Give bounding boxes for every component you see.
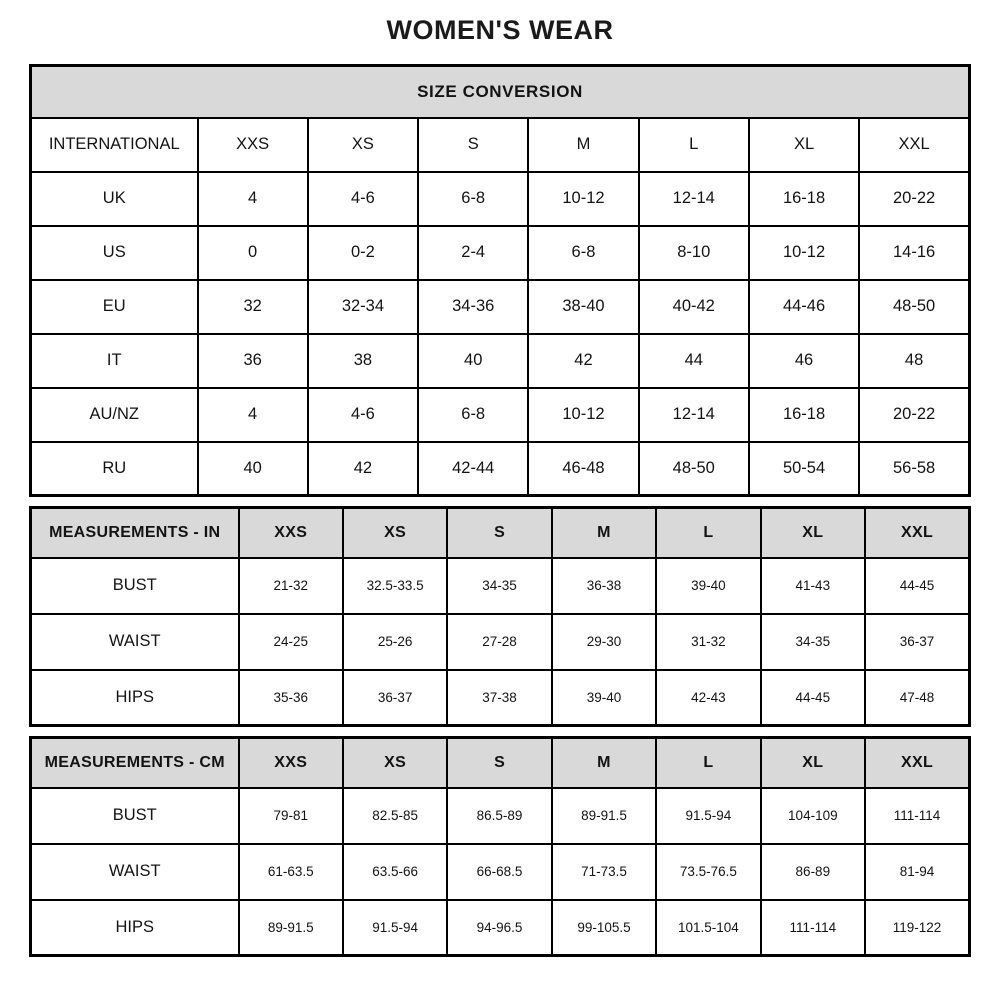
measurements-in-table [29, 506, 971, 727]
cell: 6-8 [418, 388, 528, 442]
column-header-xxl: XXL [865, 508, 969, 558]
cell: 44-45 [761, 670, 865, 726]
row-label-it: IT [31, 334, 198, 388]
cell: 82.5-85 [343, 788, 447, 844]
cell: 34-36 [418, 280, 528, 334]
table-row [31, 788, 970, 844]
cell: 39-40 [656, 558, 760, 614]
cell: 56-58 [859, 442, 969, 496]
cell: 47-48 [865, 670, 969, 726]
cell: 44-45 [865, 558, 969, 614]
cell: 4 [198, 172, 308, 226]
cell: 36-37 [865, 614, 969, 670]
cell: 89-91.5 [239, 900, 343, 956]
cell: 6-8 [418, 172, 528, 226]
cell: 16-18 [749, 388, 859, 442]
row-label-hips: HIPS [31, 900, 239, 956]
column-header-m: M [552, 508, 656, 558]
column-header-s: S [447, 738, 551, 788]
cell: 36-38 [552, 558, 656, 614]
cell: 2-4 [418, 226, 528, 280]
cell: 38-40 [528, 280, 638, 334]
cell: 73.5-76.5 [656, 844, 760, 900]
cell: 6-8 [528, 226, 638, 280]
cell: 20-22 [859, 388, 969, 442]
column-header-xxs: XXS [239, 738, 343, 788]
column-header-m: M [552, 738, 656, 788]
column-header-l: L [656, 738, 760, 788]
column-header-xxl: XXL [859, 118, 969, 172]
cell: 39-40 [552, 670, 656, 726]
cell: 29-30 [552, 614, 656, 670]
column-header-m: M [528, 118, 638, 172]
column-header-xxl: XXL [865, 738, 969, 788]
cell: 36-37 [343, 670, 447, 726]
cell: 61-63.5 [239, 844, 343, 900]
row-label-waist: WAIST [31, 844, 239, 900]
column-header-l: L [656, 508, 760, 558]
cell: 37-38 [447, 670, 551, 726]
cell: 48-50 [859, 280, 969, 334]
cell: 44 [639, 334, 749, 388]
cell: 48-50 [639, 442, 749, 496]
cell: 79-81 [239, 788, 343, 844]
cell: 14-16 [859, 226, 969, 280]
table-row [31, 226, 970, 280]
cell: 4-6 [308, 172, 418, 226]
table-row [31, 442, 970, 496]
cell: 66-68.5 [447, 844, 551, 900]
column-header-l: L [639, 118, 749, 172]
table-row [31, 388, 970, 442]
cell: 0-2 [308, 226, 418, 280]
cell: 91.5-94 [656, 788, 760, 844]
cell: 10-12 [749, 226, 859, 280]
column-header-s: S [447, 508, 551, 558]
cell: 31-32 [656, 614, 760, 670]
column-header-xxs: XXS [198, 118, 308, 172]
cell: 36 [198, 334, 308, 388]
row-label-waist: WAIST [31, 614, 239, 670]
cell: 86-89 [761, 844, 865, 900]
cell: 63.5-66 [343, 844, 447, 900]
cell: 34-35 [761, 614, 865, 670]
cell: 8-10 [639, 226, 749, 280]
cell: 42 [308, 442, 418, 496]
cell: 20-22 [859, 172, 969, 226]
cell: 4 [198, 388, 308, 442]
column-header-row [31, 118, 970, 172]
cell: 38 [308, 334, 418, 388]
row-label-hips: HIPS [31, 670, 239, 726]
cell: 12-14 [639, 172, 749, 226]
column-header-xl: XL [761, 738, 865, 788]
cell: 99-105.5 [552, 900, 656, 956]
row-label-bust: BUST [31, 558, 239, 614]
cell: 32 [198, 280, 308, 334]
column-header-xl: XL [749, 118, 859, 172]
cell: 42-43 [656, 670, 760, 726]
cell: 32-34 [308, 280, 418, 334]
column-header-s: S [418, 118, 528, 172]
cell: 48 [859, 334, 969, 388]
cell: 71-73.5 [552, 844, 656, 900]
column-header-xs: XS [343, 738, 447, 788]
table-row [31, 614, 970, 670]
cell: 34-35 [447, 558, 551, 614]
cell: 50-54 [749, 442, 859, 496]
row-label-us: US [31, 226, 198, 280]
row-label-bust: BUST [31, 788, 239, 844]
table-row [31, 334, 970, 388]
cell: 10-12 [528, 388, 638, 442]
cell: 40 [198, 442, 308, 496]
cell: 44-46 [749, 280, 859, 334]
cell: 94-96.5 [447, 900, 551, 956]
cell: 12-14 [639, 388, 749, 442]
table-row [31, 844, 970, 900]
cell: 119-122 [865, 900, 969, 956]
cell: 42-44 [418, 442, 528, 496]
cell: 25-26 [343, 614, 447, 670]
column-header-xxs: XXS [239, 508, 343, 558]
cell: 0 [198, 226, 308, 280]
cell: 104-109 [761, 788, 865, 844]
cell: 42 [528, 334, 638, 388]
cell: 32.5-33.5 [343, 558, 447, 614]
cell: 46 [749, 334, 859, 388]
column-header-xl: XL [761, 508, 865, 558]
row-label-aunz: AU/NZ [31, 388, 198, 442]
cell: 24-25 [239, 614, 343, 670]
measurements-in-header: MEASUREMENTS - IN [31, 508, 239, 558]
table-row [31, 900, 970, 956]
cell: 111-114 [865, 788, 969, 844]
cell: 10-12 [528, 172, 638, 226]
cell: 86.5-89 [447, 788, 551, 844]
row-label-ru: RU [31, 442, 198, 496]
cell: 35-36 [239, 670, 343, 726]
cell: 101.5-104 [656, 900, 760, 956]
row-label-eu: EU [31, 280, 198, 334]
cell: 46-48 [528, 442, 638, 496]
table-row [31, 172, 970, 226]
cell: 21-32 [239, 558, 343, 614]
table-row [31, 558, 970, 614]
measurements-cm-header: MEASUREMENTS - CM [31, 738, 239, 788]
cell: 111-114 [761, 900, 865, 956]
table-header-row [31, 738, 970, 788]
cell: 27-28 [447, 614, 551, 670]
cell: 40-42 [639, 280, 749, 334]
table-row [31, 280, 970, 334]
column-header-international: INTERNATIONAL [31, 118, 198, 172]
cell: 91.5-94 [343, 900, 447, 956]
column-header-xs: XS [308, 118, 418, 172]
cell: 40 [418, 334, 528, 388]
measurements-cm-table [29, 736, 971, 957]
cell: 41-43 [761, 558, 865, 614]
cell: 4-6 [308, 388, 418, 442]
cell: 89-91.5 [552, 788, 656, 844]
size-conversion-table [29, 64, 971, 497]
page-title: WOMEN'S WEAR [386, 15, 614, 45]
cell: 16-18 [749, 172, 859, 226]
column-header-xs: XS [343, 508, 447, 558]
cell: 81-94 [865, 844, 969, 900]
table-header-row [31, 66, 970, 118]
table-row [31, 670, 970, 726]
size-conversion-banner: SIZE CONVERSION [31, 66, 970, 118]
row-label-uk: UK [31, 172, 198, 226]
table-header-row [31, 508, 970, 558]
